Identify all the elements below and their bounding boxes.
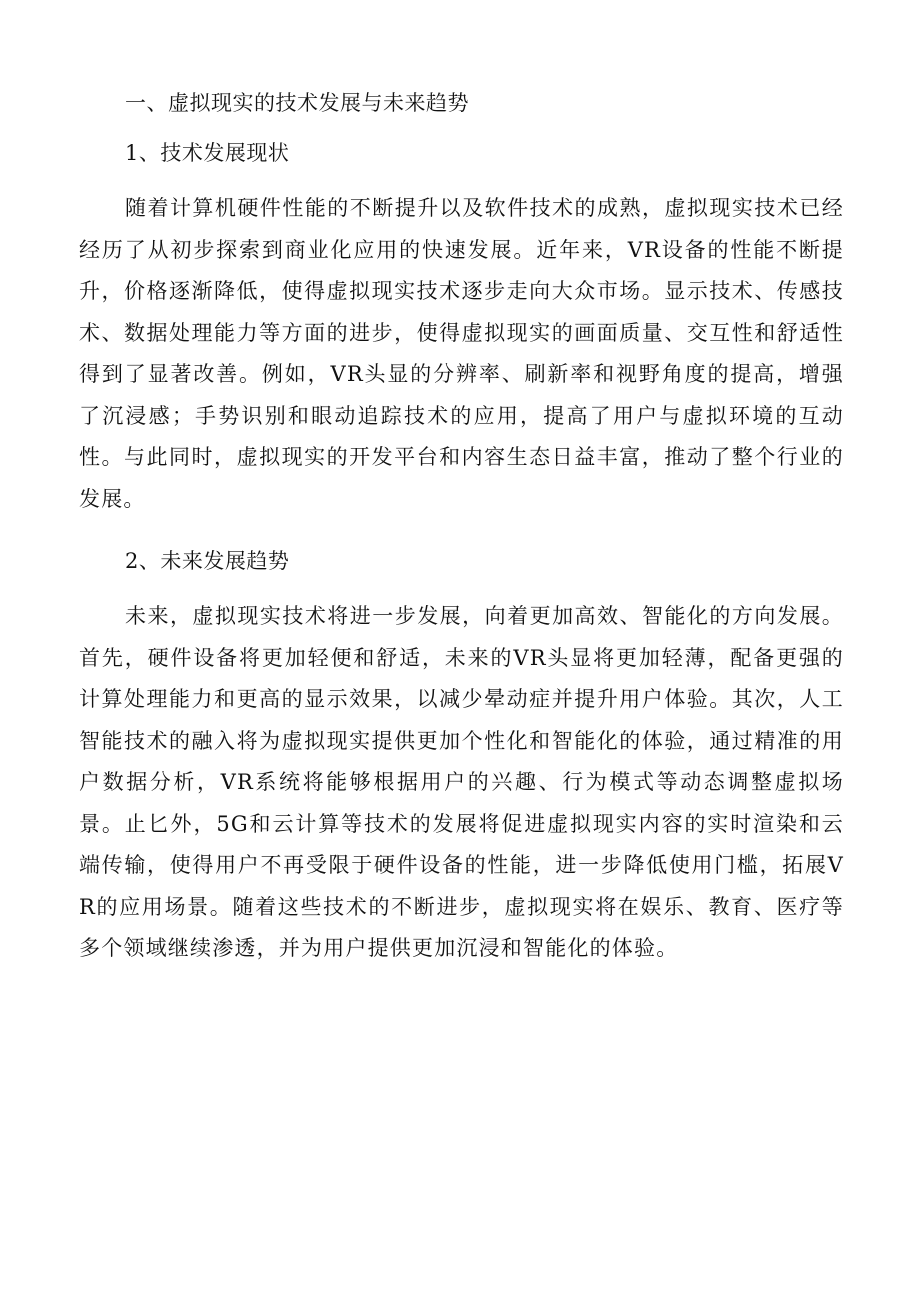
paragraph-current-status: 随着计算机硬件性能的不断提升以及软件技术的成熟，虚拟现实技术已经经历了从初步探索到商业化应用的快速发展。近年来，VR设备的性能不断提升，价格逐渐降低，使得虚拟现实技术逐步走向大众市场。显示技术、传感技术、数据处理能力等方面的进步，使得虚拟现实的画面质量、交互性和舒适性得到了显著改善。例如，VR头显的分辨率、刷新率和视野角度的提高，增强了沉浸感；手势识别和眼动追踪技术的应用，提高了用户与虚拟环境的互动性。与此同时，虚拟现实的开发平台和内容生态日益丰富，推动了整个行业的发展。 [79, 196, 844, 511]
subsection-title-current-status: 1、技术发展现状 [125, 141, 290, 165]
section-title: 一、虚拟现实的技术发展与未来趋势 [125, 91, 469, 115]
document-page [79, 88, 844, 970]
subsection-title-future-trends: 2、未来发展趋势 [125, 549, 290, 573]
paragraph-future-trends: 未来，虚拟现实技术将进一步发展，向着更加高效、智能化的方向发展。首先，硬件设备将更加轻便和舒适，未来的VR头显将更加轻薄，配备更强的计算处理能力和更高的显示效果，以减少晕动症并提升用户体验。其次，人工智能技术的融入将为虚拟现实提供更加个性化和智能化的体验，通过精准的用户数据分析，VR系统将能够根据用户的兴趣、行为模式等动态调整虚拟场景。止匕外，5G和云计算等技术的发展将促进虚拟现实内容的实时渲染和云端传输，使得用户不再受限于硬件设备的性能，进一步降低使用门槛，拓展VR的应用场景。随着这些技术的不断进步，虚拟现实将在娱乐、教育、医疗等多个领域继续渗透，并为用户提供更加沉浸和智能化的体验。 [79, 604, 844, 960]
